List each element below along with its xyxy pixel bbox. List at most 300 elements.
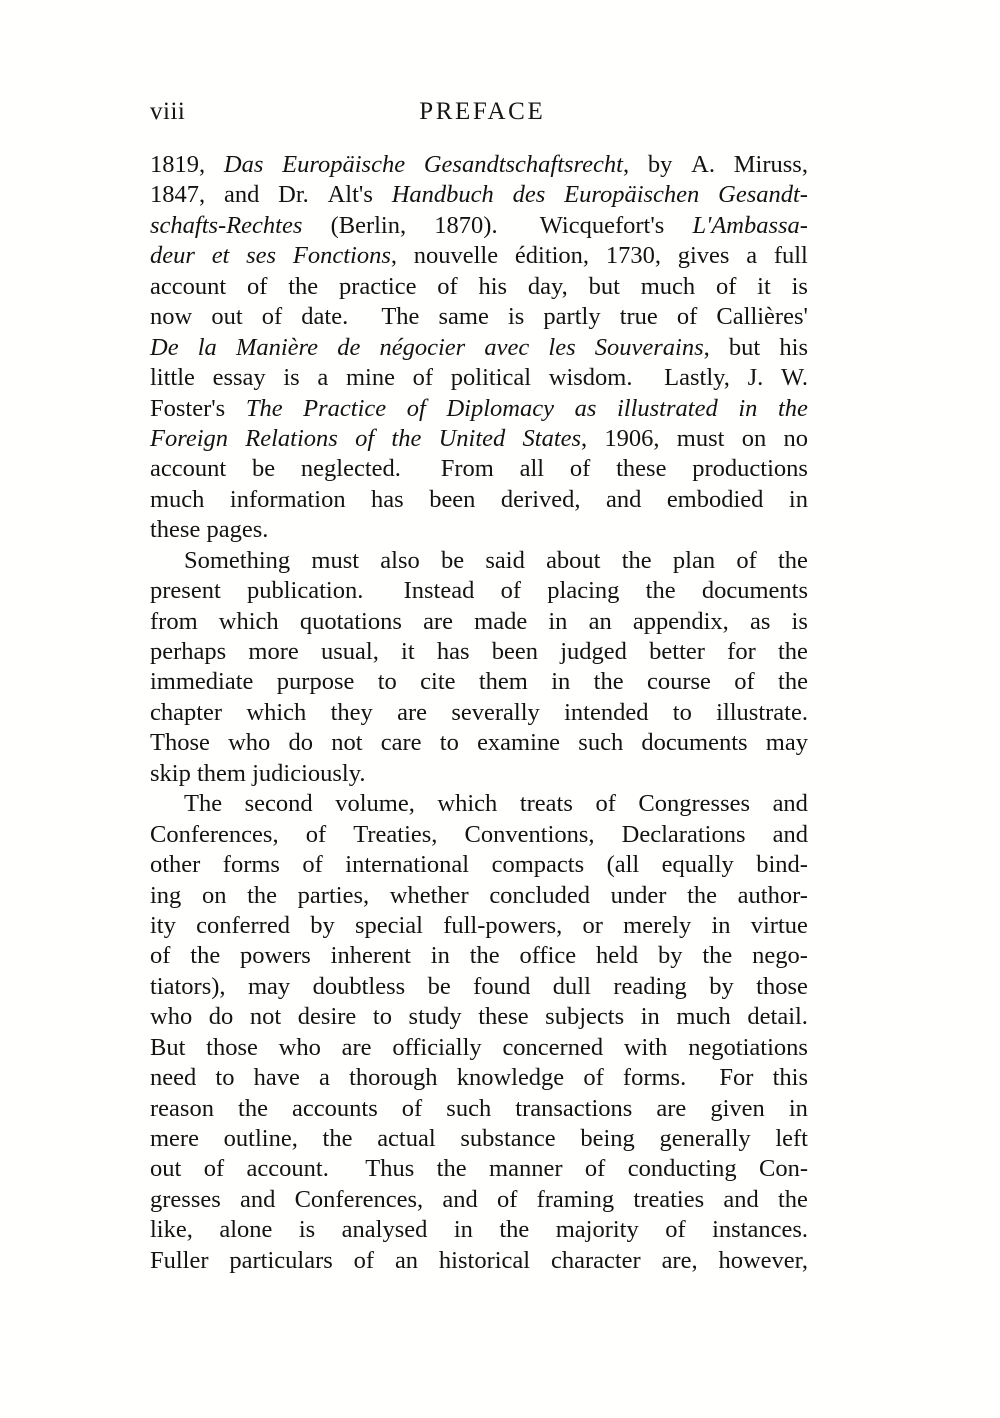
word (774, 241, 808, 271)
text-run: doubtless (312, 972, 406, 1000)
text-run: cite (420, 668, 456, 696)
word (224, 150, 263, 180)
text-run: appendix, (632, 607, 729, 635)
word (245, 424, 338, 454)
text-line (150, 1033, 808, 1063)
word (474, 607, 527, 637)
text-run: in (548, 607, 568, 635)
text-run: information (229, 485, 346, 513)
text-run: concluded (489, 881, 590, 909)
text-run: treaties (633, 1185, 705, 1213)
word (489, 881, 590, 911)
word (238, 1094, 268, 1124)
word (301, 454, 401, 484)
italic-text: illustrated (616, 394, 718, 422)
word (451, 363, 531, 393)
word (219, 1215, 272, 1245)
text-line (150, 637, 808, 667)
word (594, 667, 624, 697)
italic-text: deur (150, 242, 195, 270)
text-run: and (239, 1185, 276, 1213)
word (240, 1185, 275, 1215)
text-line (150, 1215, 808, 1245)
text-run: conferred (196, 911, 290, 939)
word (742, 424, 767, 454)
word (150, 333, 179, 363)
text-run: author- (737, 881, 808, 909)
word (575, 394, 597, 424)
text-run: be (427, 972, 451, 1000)
word (528, 272, 568, 302)
word (624, 1033, 668, 1063)
text-run: and (772, 790, 808, 818)
text-line (150, 363, 808, 393)
word (748, 363, 764, 393)
text-run: volume, (335, 790, 415, 818)
word (414, 241, 498, 271)
text-line (150, 1063, 808, 1093)
word (355, 424, 374, 454)
word (718, 180, 808, 210)
text-run: analysed (341, 1216, 428, 1244)
word (349, 1063, 437, 1093)
word (622, 546, 652, 576)
word (429, 485, 475, 515)
word (779, 333, 808, 363)
word (665, 1215, 685, 1245)
word (746, 241, 757, 271)
text-line (150, 272, 808, 302)
word (617, 394, 718, 424)
word (292, 1094, 378, 1124)
word (150, 698, 222, 728)
word (583, 1063, 603, 1093)
italic-text: The (245, 394, 283, 422)
text-run: pages. (206, 516, 269, 544)
word (321, 637, 379, 667)
italic-text: la (197, 333, 217, 361)
word (501, 485, 581, 515)
word (580, 1124, 634, 1154)
word (570, 454, 590, 484)
word (428, 972, 451, 1002)
text-run: on (201, 881, 227, 909)
text-run: who (150, 1003, 193, 1031)
word (792, 607, 808, 637)
text-line (150, 394, 808, 424)
word (392, 1033, 481, 1063)
text-run: out (211, 303, 243, 331)
text-run: of (246, 272, 268, 300)
word (247, 881, 277, 911)
word (773, 789, 808, 819)
word (404, 576, 475, 606)
word (150, 302, 192, 332)
text-line (150, 1002, 808, 1032)
word (150, 211, 302, 241)
text-run: may (247, 972, 291, 1000)
word (778, 667, 808, 697)
text-line (150, 972, 808, 1002)
word (596, 941, 638, 971)
text-run: to (672, 698, 692, 726)
text-run: édition, (514, 242, 590, 270)
text-run: accounts (292, 1094, 378, 1122)
word (353, 820, 437, 850)
text-run: however, (718, 1246, 808, 1274)
word (677, 424, 725, 454)
text-run: these (616, 455, 667, 483)
text-run: which (246, 698, 307, 726)
word (413, 363, 433, 393)
text-run: these (478, 1003, 529, 1031)
text-run: may (765, 729, 808, 757)
text-run: concerned (502, 1033, 604, 1061)
word (289, 728, 314, 758)
text-run: gresses (150, 1185, 221, 1213)
text-run: much (640, 272, 696, 300)
text-run: mine (345, 364, 395, 392)
text-run: Treaties, (353, 820, 438, 848)
text-run: J. (747, 364, 764, 392)
text-run: of (595, 790, 616, 818)
italic-text: in (738, 394, 758, 422)
italic-text: des (512, 181, 546, 209)
text-run: merely (623, 911, 692, 939)
text-line (150, 302, 808, 332)
text-run: is (791, 272, 808, 300)
word (719, 1063, 753, 1093)
text-run: date. (301, 303, 349, 331)
word (378, 667, 397, 697)
text-run: they (330, 698, 373, 726)
text-run: tiators), (150, 972, 226, 1000)
word (716, 302, 808, 332)
text-run: The (184, 790, 223, 818)
italic-text: L'Ambassa- (692, 211, 808, 239)
word (219, 607, 279, 637)
word (409, 1002, 462, 1032)
word (747, 1002, 808, 1032)
word (662, 850, 734, 880)
text-run: in (453, 1216, 473, 1244)
text-run: the (777, 1185, 808, 1213)
word (300, 607, 402, 637)
word (198, 333, 217, 363)
word (323, 1124, 353, 1154)
text-run: documents (641, 729, 748, 757)
word (277, 667, 355, 697)
text-run: of (665, 1216, 686, 1244)
word (150, 911, 176, 941)
text-run: on (741, 424, 767, 452)
word (485, 546, 524, 576)
text-run: negotiations (688, 1033, 808, 1061)
word (230, 485, 346, 515)
word (595, 333, 710, 363)
text-line (150, 881, 808, 911)
text-line (150, 576, 808, 606)
text-run: Conferences, (150, 820, 279, 848)
word (457, 1063, 565, 1093)
word (215, 1063, 234, 1093)
text-run: and (772, 820, 808, 848)
word (150, 1033, 185, 1063)
word (513, 180, 546, 210)
word (484, 333, 529, 363)
word (317, 363, 328, 393)
word (502, 1033, 603, 1063)
text-run: of (500, 577, 522, 605)
text-run: by (310, 911, 335, 939)
text-run: made (474, 607, 528, 635)
text-run: in (430, 942, 450, 970)
text-line (150, 211, 808, 241)
text-run: day, (527, 272, 568, 300)
word (775, 1124, 808, 1154)
word (150, 1124, 199, 1154)
word (262, 302, 282, 332)
body-text-block (150, 150, 808, 1276)
text-run: have (253, 1064, 300, 1092)
text-run: but (588, 272, 620, 300)
text-run: like, (150, 1216, 193, 1244)
word (778, 637, 808, 667)
text-run: the (322, 1125, 353, 1152)
text-run: the (288, 272, 319, 300)
text-run: Those (150, 729, 210, 757)
text-run: no (783, 424, 808, 452)
text-run: framing (536, 1185, 615, 1213)
word (564, 180, 699, 210)
word (473, 972, 530, 1002)
text-run: actual (377, 1125, 436, 1152)
text-run: must (676, 424, 725, 452)
word (556, 1215, 639, 1245)
word (646, 576, 676, 606)
word (150, 1154, 181, 1184)
text-run: Wicquefort's (539, 211, 665, 239)
text-run: of (676, 303, 698, 331)
word (150, 272, 226, 302)
word (564, 698, 648, 728)
word (211, 302, 242, 332)
word (692, 211, 808, 241)
italic-text: United (438, 424, 506, 452)
text-run: to (215, 1064, 235, 1092)
word (150, 150, 205, 180)
text-run: by (647, 151, 673, 178)
italic-text: schafts-Rechtes (150, 211, 303, 239)
word (401, 637, 415, 667)
word (520, 789, 573, 819)
text-run: it (401, 638, 415, 665)
text-run: those (756, 972, 808, 1000)
text-run: neglected. (300, 455, 401, 483)
word (439, 302, 489, 332)
text-run: who (228, 729, 271, 757)
text-run: particulars (229, 1246, 333, 1274)
text-line (150, 454, 808, 484)
word (641, 1002, 660, 1032)
word (331, 211, 407, 241)
text-run: special (354, 911, 423, 939)
page-number: viii (150, 98, 186, 125)
word (420, 667, 455, 697)
word (150, 881, 181, 911)
text-run: nego- (752, 942, 808, 970)
text-run: of (496, 1185, 518, 1213)
word (479, 667, 528, 697)
text-run: publication. (247, 577, 364, 605)
word (662, 1246, 698, 1276)
text-run: generally (659, 1125, 751, 1152)
word (611, 881, 667, 911)
text-run: of (584, 1155, 606, 1183)
word (224, 1124, 298, 1154)
word (150, 1094, 214, 1124)
text-run: character (550, 1246, 641, 1274)
word (545, 1002, 624, 1032)
text-run: of (736, 546, 757, 574)
text-run: , (581, 424, 588, 452)
text-run: 1819, (150, 151, 206, 178)
word (240, 941, 311, 971)
text-run: full (773, 242, 808, 270)
text-run: and (223, 181, 260, 209)
text-run: are (341, 1033, 372, 1061)
text-run: of (401, 1094, 423, 1122)
text-run: true (619, 303, 658, 331)
text-run: do (288, 729, 314, 757)
text-run: dull (552, 972, 591, 1000)
word (543, 302, 600, 332)
word (346, 363, 395, 393)
word (431, 941, 450, 971)
word (213, 363, 266, 393)
text-run: alone (219, 1216, 273, 1244)
text-run: need (150, 1064, 197, 1092)
italic-text: Souverains (594, 333, 704, 361)
text-run: a (317, 364, 329, 392)
text-run: Something (184, 546, 291, 574)
text-run: the (645, 577, 676, 605)
text-run: inherent (330, 942, 411, 970)
word (549, 363, 633, 393)
word (248, 972, 290, 1002)
word (206, 1033, 258, 1063)
text-run: is (791, 607, 808, 635)
word (301, 302, 348, 332)
text-line (150, 150, 808, 180)
word (381, 302, 419, 332)
text-run: second (244, 790, 313, 818)
word (460, 1124, 555, 1154)
word (710, 1094, 764, 1124)
word (293, 241, 397, 271)
text-line (150, 911, 808, 941)
text-run: immediate (150, 668, 254, 696)
text-line (150, 424, 808, 454)
text-run: wisdom. (548, 364, 633, 392)
text-run: by (709, 972, 734, 1000)
text-run: and (723, 1185, 759, 1213)
word (209, 1002, 234, 1032)
text-run: , (623, 151, 630, 178)
text-run: account (150, 455, 227, 483)
word (246, 394, 283, 424)
word (688, 1033, 808, 1063)
text-run: an (394, 1246, 419, 1274)
word (606, 241, 661, 271)
word (727, 637, 756, 667)
word (402, 1094, 422, 1124)
word (789, 1094, 808, 1124)
text-run: also (380, 546, 420, 574)
text-run: been (429, 485, 476, 513)
word (279, 1033, 321, 1063)
word (773, 1063, 808, 1093)
word (492, 850, 585, 880)
italic-text: Das (223, 151, 264, 178)
word (437, 637, 470, 667)
word (656, 1094, 686, 1124)
word (355, 911, 423, 941)
word (392, 180, 494, 210)
word (729, 333, 760, 363)
text-run: to (377, 668, 397, 696)
word (223, 850, 280, 880)
text-run: the (621, 546, 652, 574)
text-run: is (298, 1216, 316, 1244)
text-run: ing (150, 881, 182, 909)
text-run: more (248, 638, 299, 665)
text-run: partly (543, 303, 601, 331)
word (150, 241, 195, 271)
word (623, 911, 691, 941)
word (664, 363, 730, 393)
text-run: forms (222, 851, 280, 879)
word (441, 546, 464, 576)
word (423, 607, 453, 637)
word (150, 424, 228, 454)
text-run: in (788, 485, 808, 513)
text-run: of (734, 668, 755, 696)
word (339, 272, 417, 302)
text-line (150, 485, 808, 515)
text-line (150, 515, 808, 545)
word (446, 1094, 491, 1124)
word (150, 637, 226, 667)
text-run: be (441, 546, 465, 574)
italic-text: Gesandtschaftsrecht (423, 151, 623, 178)
word (454, 1215, 473, 1245)
word (585, 1154, 605, 1184)
text-run: quotations (299, 607, 402, 635)
word (303, 394, 386, 424)
word (379, 333, 465, 363)
word (228, 728, 270, 758)
word (190, 941, 220, 971)
word (437, 1154, 467, 1184)
text-run: same (438, 303, 489, 331)
italic-text: Fonctions (292, 242, 391, 270)
word (756, 850, 808, 880)
word (578, 728, 623, 758)
text-line (150, 333, 808, 363)
word (489, 1154, 562, 1184)
word (478, 1002, 528, 1032)
